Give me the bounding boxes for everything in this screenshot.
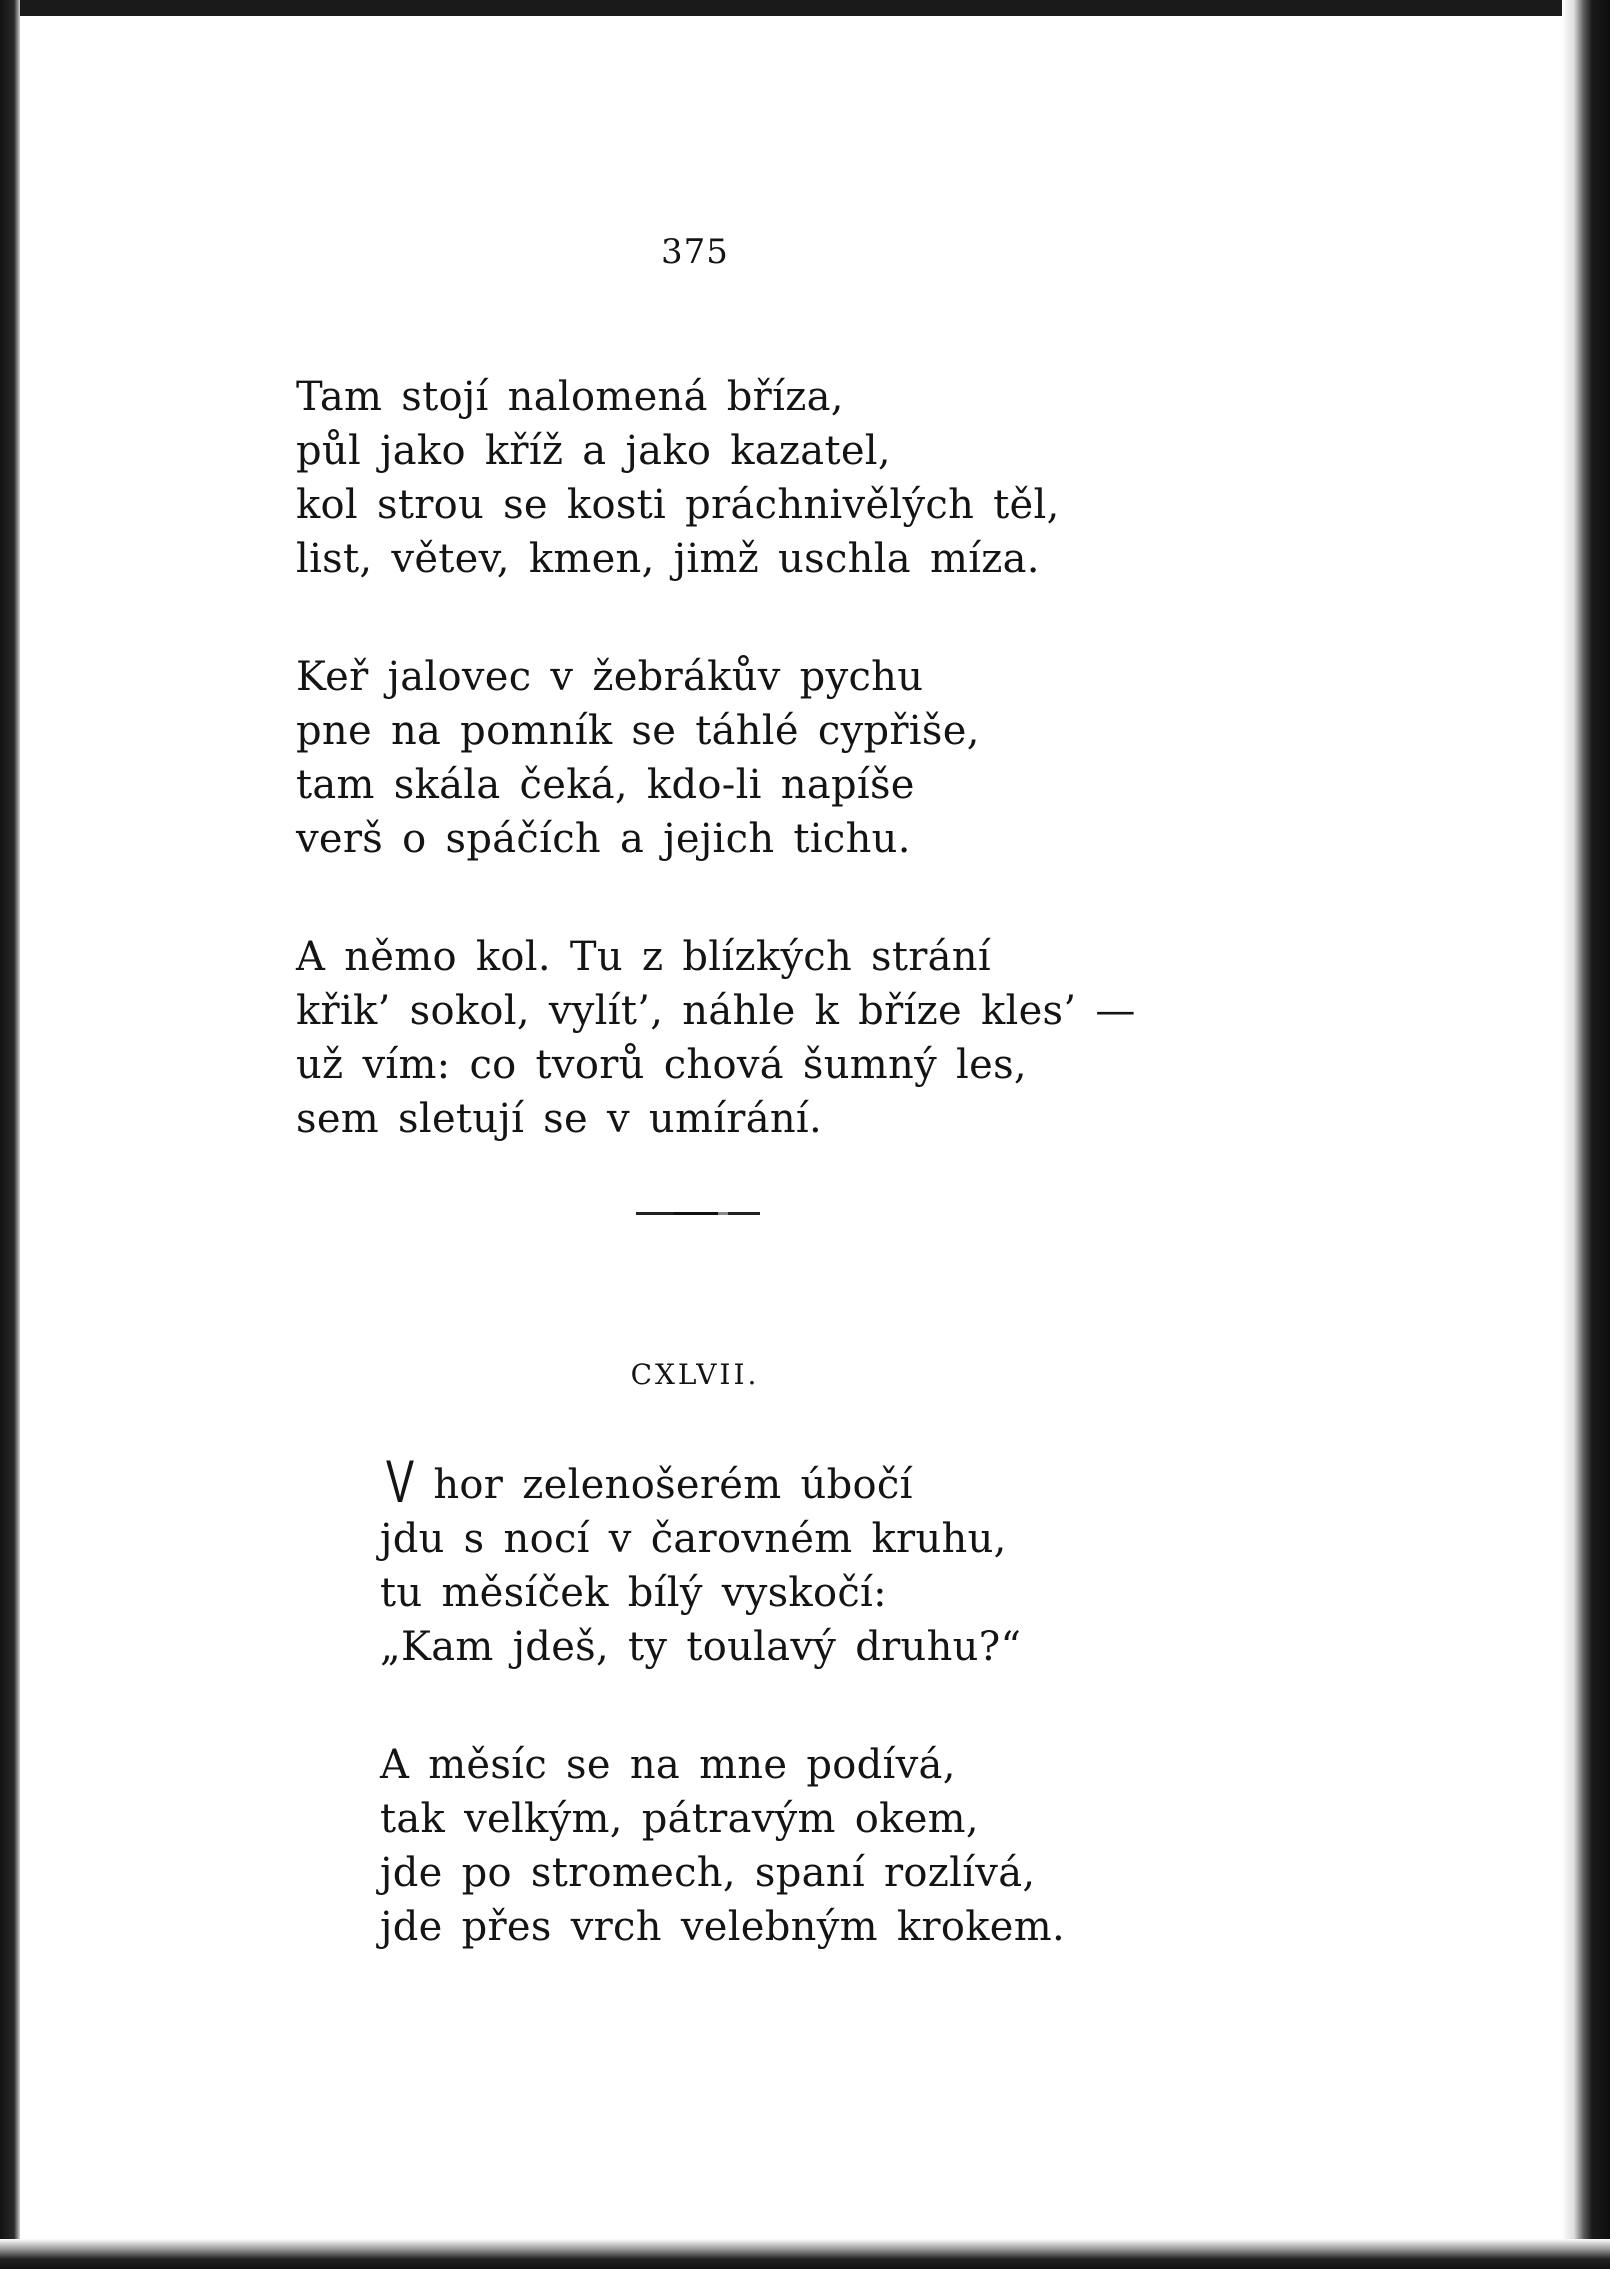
scan-edge-bottom xyxy=(0,2239,1610,2269)
poem-line: A měsíc se na mne podívá, xyxy=(380,1742,956,1788)
poem-line: tam skála čeká, kdo-li napíše xyxy=(296,762,915,808)
poem-line: list, větev, kmen, jimž uschla míza. xyxy=(296,536,1040,582)
poem-line: sem sletují se v umírání. xyxy=(296,1096,823,1142)
poem-2 xyxy=(380,1448,1065,1954)
poem-line: jde po stromech, spaní rozlívá, xyxy=(380,1850,1036,1896)
scan-edge-left xyxy=(0,0,20,2269)
poem-1 xyxy=(296,370,1136,1146)
poem-line: A němo kol. Tu z blízkých strání xyxy=(296,934,991,980)
poem-2-stanza-1 xyxy=(380,1448,1065,1674)
poem-1-stanza-1 xyxy=(296,370,1136,586)
poem-line: půl jako kříž a jako kazatel, xyxy=(296,428,891,474)
poem-line: tu měsíček bílý vyskočí: xyxy=(380,1570,887,1616)
section-heading: CXLVII. xyxy=(630,1358,760,1391)
scan-edge-top xyxy=(0,0,1610,16)
poem-line: pne na pomník se táhlé cypřiše, xyxy=(296,708,980,754)
poem-line: jdu s nocí v čarovném kruhu, xyxy=(380,1516,1007,1562)
scan-edge-right xyxy=(1562,0,1610,2269)
poem-line: kol strou se kosti práchnivělých těl, xyxy=(296,482,1060,528)
poem-first-line xyxy=(380,1448,1065,1515)
poem-1-stanza-3 xyxy=(296,930,1136,1146)
section-separator xyxy=(636,1212,760,1215)
poem-line: jde přes vrch velebným krokem. xyxy=(380,1904,1065,1950)
poem-line: už vím: co tvorů chová šumný les, xyxy=(296,1042,1027,1088)
poem-line: křik’ sokol, vylít’, náhle k bříze kles’ — xyxy=(296,988,1136,1034)
poem-line: Keř jalovec v žebrákův pychu xyxy=(296,654,924,700)
poem-line: tak velkým, pátravým okem, xyxy=(380,1796,979,1842)
poem-2-stanza-2 xyxy=(380,1738,1065,1954)
poem-1-stanza-2 xyxy=(296,650,1136,866)
poem-line: Tam stojí nalomená bříza, xyxy=(296,374,844,420)
poem-line: verš o spáčích a jejich tichu. xyxy=(296,816,911,862)
page-number: 375 xyxy=(661,232,729,272)
first-line-text: hor zelenošerém úbočí xyxy=(414,1462,913,1508)
drop-cap: V xyxy=(386,1448,415,1515)
poem-line: „Kam jdeš, ty toulavý druhu?“ xyxy=(380,1624,1022,1670)
